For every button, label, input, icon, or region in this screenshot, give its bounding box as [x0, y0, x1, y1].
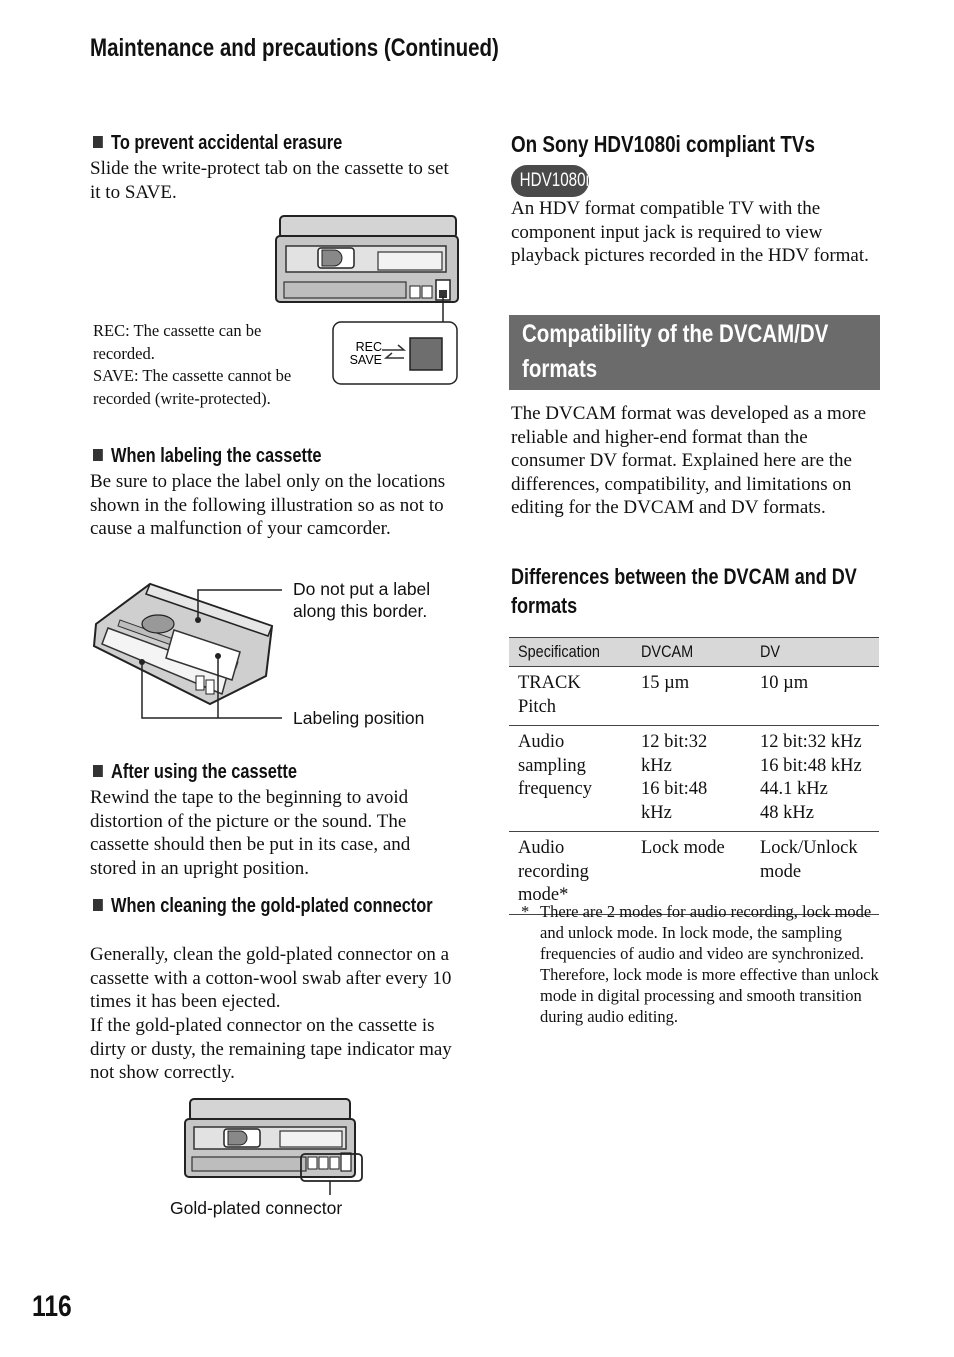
save-caption: SAVE: The cassette cannot be recorded (write-protected). [93, 366, 292, 408]
table-cell: Audio recording mode* [509, 832, 632, 915]
erasure-text: Slide the write-protect tab on the cassette to set it to SAVE. [90, 158, 449, 203]
compatibility-text: The DVCAM format was developed as a more reliable and higher-end format than the consumer DV format. Explained here are the differences, compatibility, and limitations on editing for the DVCAM and DV formats. [511, 403, 867, 519]
hdv-text: An HDV format compatible TV with the component input jack is required to view playback pictures recorded in the HDV format. [511, 198, 869, 267]
table-row [509, 667, 879, 726]
hdv-heading: On Sony HDV1080i compliant TVs [511, 131, 815, 157]
labeling-text: Be sure to place the label only on the locations shown in the following illustration so as not to cause a malfunction of your camcorder. [90, 471, 446, 540]
cleaning-text-2: If the gold-plated connector on the cassette is dirty or dusty, the remaining tape indicator may not show correctly. [90, 1015, 452, 1084]
square-bullet-icon [93, 765, 103, 777]
tab-save-label: SAVE [349, 353, 382, 367]
section-heading-labeling: When labeling the cassette [93, 445, 322, 468]
table-header-row [509, 638, 879, 667]
section-heading-erasure: To prevent accidental erasure [93, 132, 342, 155]
page-header: Maintenance and precautions (Continued) [90, 34, 499, 62]
table-cell: 10 µm [751, 667, 879, 726]
tab-rec-label: REC [355, 340, 382, 354]
differences-heading: Differences between the DVCAM and DV formats [511, 564, 857, 618]
table-cell: Audio sampling frequency [509, 726, 632, 832]
table-cell: 12 bit:32 kHz 16 bit:48 kHz [632, 726, 751, 832]
footnote-text: There are 2 modes for audio recording, lock mode and unlock mode. In lock mode, the sampling frequencies of audio and video are synchronized. Therefore, lock mode is more effective than unlock mode in digital processing and smooth transition during audio editing. [540, 902, 879, 1026]
rec-caption: REC: The cassette can be recorded. [93, 321, 262, 363]
column-header-dv: DV [751, 638, 879, 667]
table-cell: TRACK Pitch [509, 667, 632, 726]
cassette-label-illustration [90, 580, 290, 725]
square-bullet-icon [93, 449, 103, 461]
table-row [509, 726, 879, 832]
table-cell: 15 µm [632, 667, 751, 726]
column-header-specification: Specification [509, 638, 632, 667]
after-use-text: Rewind the tape to the beginning to avoid distortion of the picture or the sound. The cassette should then be put in its case, and stored in an upright position. [90, 787, 411, 879]
table-footnote [521, 901, 881, 1027]
gold-connector-callout: Gold-plated connector [170, 1198, 343, 1218]
cassette-connector-illustration [180, 1095, 370, 1195]
table-cell: Lock mode [632, 832, 751, 915]
section-heading-cleaning: When cleaning the gold-plated connector [93, 894, 437, 918]
table-cell: 12 bit:32 kHz 16 bit:48 kHz 44.1 kHz 48 kHz [751, 726, 879, 832]
cleaning-text-1: Generally, clean the gold-plated connector on a cassette with a cotton-wool swab after every 10 times it has been ejected. [90, 944, 452, 1013]
footnote-mark: * [521, 902, 530, 921]
square-bullet-icon [93, 136, 103, 148]
hdv1080i-badge: HDV1080i [511, 165, 589, 197]
section-heading-after-use: After using the cassette [93, 761, 297, 784]
table-cell: Lock/Unlock mode [751, 832, 879, 915]
spec-table [509, 637, 879, 915]
page-number: 116 [32, 1290, 72, 1323]
label-position-callout: Labeling position [293, 708, 425, 728]
label-border-callout: Do not put a label along this border. [293, 579, 431, 621]
square-bullet-icon [93, 899, 103, 911]
column-header-dvcam: DVCAM [632, 638, 751, 667]
compatibility-banner-title: Compatibility of the DVCAM/DV formats [522, 320, 829, 383]
